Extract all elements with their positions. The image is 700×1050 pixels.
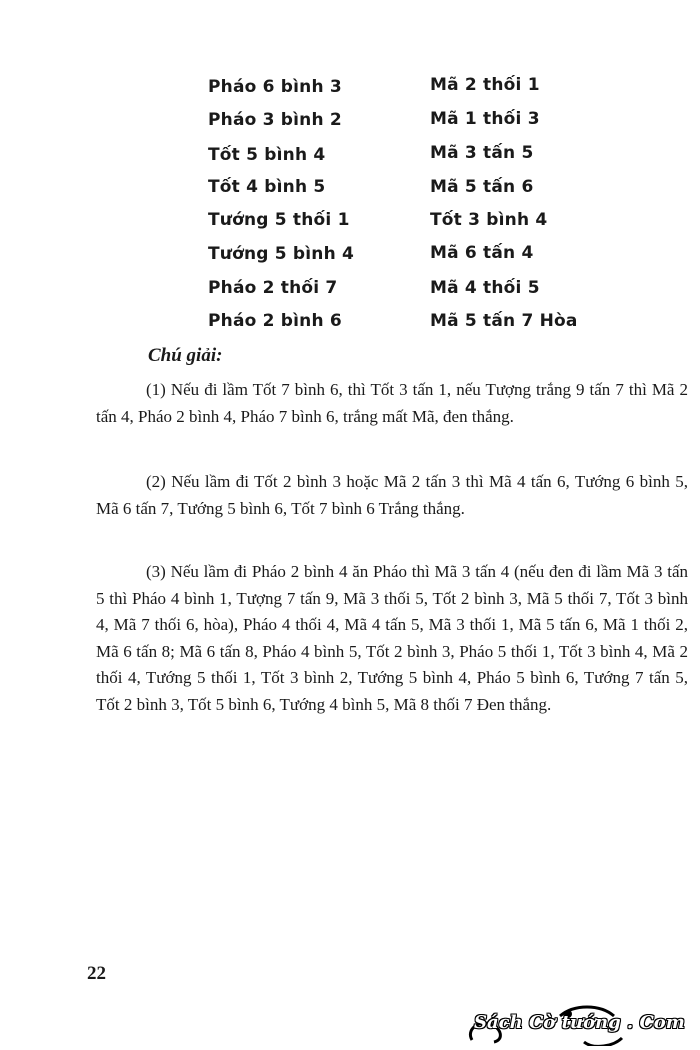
page-number: 22 [87,963,106,984]
site-watermark [464,1002,694,1046]
move-black-8: Mã 5 tấn 7 Hòa [430,311,578,331]
move-black-1: Mã 2 thối 1 [430,75,540,95]
annotation-note-3: (3) Nếu lầm đi Pháo 2 bình 4 ăn Pháo thì Mã 3 tấn 4 (nếu đen đi lầm Mã 3 tấn 5 thì Pháo 4 bình 1, Tượng 7 tấn 9, Mã 3 thối 5, Tốt 2 bình 3, Mã 5 thối 7, Tốt 3 bình 4, Mã 7 thối 6, hòa), Pháo 4 thối 4, Mã 4 tấn 5, Mã 3 thối 1, Mã 5 tấn 6, Mã 1 thối 2, Mã 6 tấn 8; Mã 6 tấn 8, Pháo 4 bình 5, Tốt 2 bình 3, Pháo 5 thối 1, Tốt 3 bình 4, Mã 2 thối 4, Tướng 5 thối 1, Tốt 3 bình 2, Tướng 5 bình 4, Pháo 5 bình 6, Tướng 7 tấn 5, Tốt 2 bình 3, Tốt 5 bình 6, Tướng 4 bình 5, Mã 8 thối 7 Đen thắng. [96,562,688,714]
move-white-2: Pháo 3 bình 2 [208,110,342,130]
move-black-6: Mã 6 tấn 4 [430,243,534,263]
move-white-7: Pháo 2 thối 7 [208,278,338,298]
move-black-2: Mã 1 thối 3 [430,109,540,129]
annotation-note-1: (1) Nếu đi lầm Tốt 7 bình 6, thì Tốt 3 tấn 1, nếu Tượng trắng 9 tấn 7 thì Mã 2 tấn 4, Pháo 2 bình 4, Pháo 7 bình 6, trắng mất Mã, đen thắng. [96,380,688,426]
move-white-5: Tướng 5 thối 1 [208,210,350,230]
move-black-3: Mã 3 tấn 5 [430,143,534,163]
watermark-text: Sách Cờ tướng . Com [474,1012,685,1033]
move-white-1: Pháo 6 bình 3 [208,77,342,97]
move-white-4: Tốt 4 bình 5 [208,177,326,197]
move-white-3: Tốt 5 bình 4 [208,145,326,165]
annotations-heading: Chú giải: [148,345,223,366]
annotation-note-2: (2) Nếu lầm đi Tốt 2 bình 3 hoặc Mã 2 tấn 3 thì Mã 4 tấn 6, Tướng 6 bình 5, Mã 6 tấn 7, Tướng 5 bình 6, Tốt 7 bình 6 Trắng thắng. [96,472,688,518]
move-black-4: Mã 5 tấn 6 [430,177,534,197]
move-white-6: Tướng 5 bình 4 [208,244,355,264]
move-white-8: Pháo 2 bình 6 [208,311,342,331]
move-black-7: Mã 4 thối 5 [430,278,540,298]
move-black-5: Tốt 3 bình 4 [430,210,548,230]
